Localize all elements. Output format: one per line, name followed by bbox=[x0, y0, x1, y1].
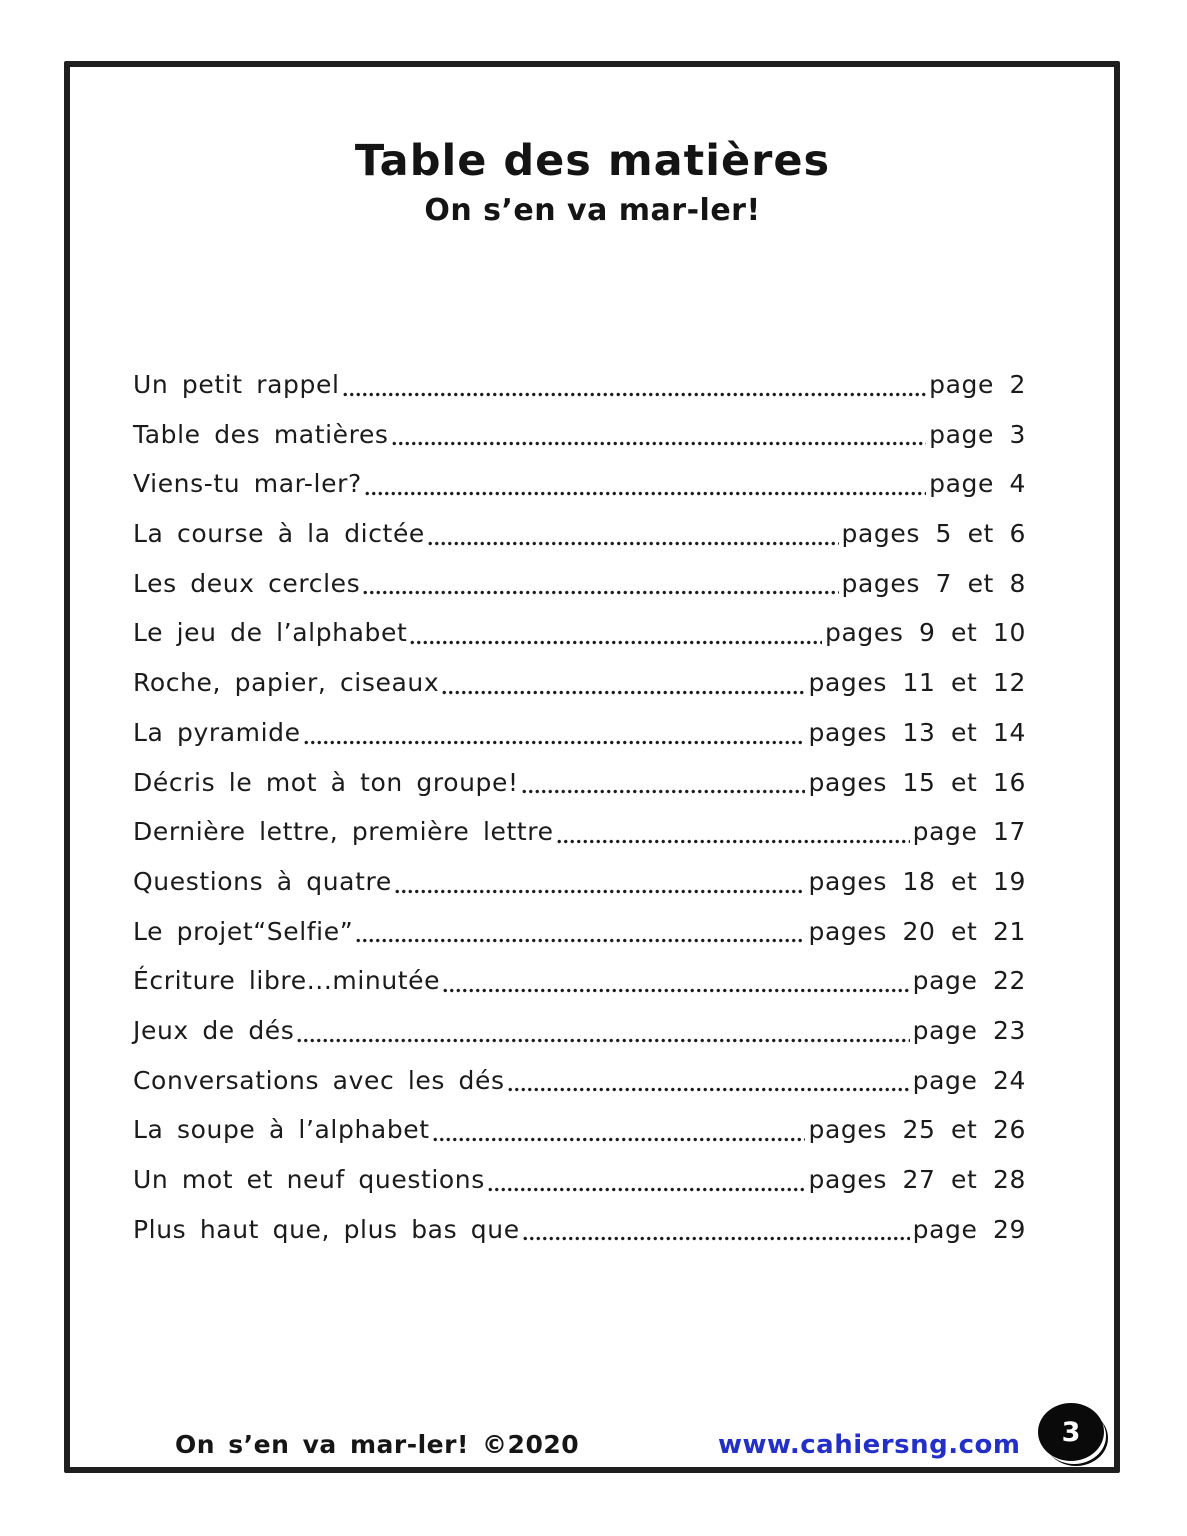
toc-entry-page: page 17 bbox=[912, 817, 1026, 847]
toc-entry-title: Viens-tu mar-ler? bbox=[133, 469, 362, 499]
toc-entry-title: Décris le mot à ton groupe! bbox=[133, 767, 519, 797]
toc-leader-dots bbox=[391, 440, 927, 447]
toc-entry-page: pages 15 et 16 bbox=[808, 767, 1026, 797]
toc-row bbox=[133, 658, 1026, 708]
toc-row bbox=[133, 1006, 1026, 1056]
toc-entry-title: La pyramide bbox=[133, 717, 301, 747]
toc-entry-title: La course à la dictée bbox=[133, 519, 425, 549]
footer-website-link[interactable]: www.cahiersng.com bbox=[718, 1430, 1021, 1460]
toc-row bbox=[133, 708, 1026, 758]
page-subtitle: On s’en va mar-ler! bbox=[424, 193, 761, 229]
toc-entry-page: page 23 bbox=[912, 1015, 1026, 1045]
toc-leader-dots bbox=[303, 739, 806, 746]
toc-row bbox=[133, 907, 1026, 957]
toc-leader-dots bbox=[394, 888, 806, 895]
toc-entry-page: page 4 bbox=[929, 469, 1026, 499]
toc-entry-title: Jeux de dés bbox=[133, 1015, 295, 1045]
toc-row bbox=[133, 608, 1026, 658]
toc-row bbox=[133, 956, 1026, 1006]
toc-row bbox=[133, 410, 1026, 460]
toc-leader-dots bbox=[441, 689, 805, 696]
toc-row bbox=[133, 758, 1026, 808]
toc-leader-dots bbox=[364, 490, 926, 497]
toc-entry-title: Conversations avec les dés bbox=[133, 1065, 505, 1095]
toc-entry-title: Un petit rappel bbox=[133, 370, 340, 399]
toc-leader-dots bbox=[507, 1086, 910, 1093]
footer-copyright: On s’en va mar-ler! ©2020 bbox=[175, 1430, 580, 1459]
toc-row bbox=[133, 857, 1026, 907]
toc-leader-dots bbox=[432, 1136, 806, 1143]
toc-entry-page: page 29 bbox=[912, 1214, 1026, 1244]
title-block bbox=[65, 138, 1120, 228]
toc-list bbox=[133, 360, 1026, 1254]
page-number-badge bbox=[1038, 1403, 1104, 1461]
page-number: 3 bbox=[1061, 1416, 1081, 1448]
toc-entry-title: La soupe à l’alphabet bbox=[133, 1115, 430, 1145]
toc-entry-page: page 3 bbox=[929, 419, 1026, 449]
toc-leader-dots bbox=[556, 838, 910, 845]
toc-leader-dots bbox=[409, 639, 822, 646]
toc-row bbox=[133, 559, 1026, 609]
toc-entry-title: Questions à quatre bbox=[133, 866, 392, 896]
toc-entry-title: Roche, papier, ciseaux bbox=[133, 668, 440, 698]
toc-row bbox=[133, 360, 1026, 410]
toc-row bbox=[133, 1155, 1026, 1205]
toc-row bbox=[133, 1056, 1026, 1106]
toc-entry-title: Écriture libre...minutée bbox=[133, 966, 441, 996]
toc-leader-dots bbox=[442, 987, 909, 994]
toc-row bbox=[133, 459, 1026, 509]
toc-entry-title: Les deux cercles bbox=[133, 568, 361, 598]
toc-entry-page: pages 9 et 10 bbox=[824, 618, 1026, 648]
toc-entry-title: Le projet“Selfie” bbox=[133, 916, 354, 946]
toc-entry-title: Table des matières bbox=[133, 419, 389, 449]
toc-row bbox=[133, 807, 1026, 857]
toc-entry-page: pages 20 et 21 bbox=[808, 916, 1026, 946]
toc-leader-dots bbox=[522, 1235, 910, 1242]
toc-entry-page: pages 18 et 19 bbox=[808, 866, 1026, 896]
toc-leader-dots bbox=[362, 589, 838, 596]
toc-entry-page: page 22 bbox=[912, 966, 1026, 996]
toc-leader-dots bbox=[521, 788, 806, 795]
toc-leader-dots bbox=[427, 540, 839, 547]
toc-leader-dots bbox=[355, 937, 805, 944]
toc-row bbox=[133, 509, 1026, 559]
toc-entry-page: pages 27 et 28 bbox=[808, 1165, 1026, 1194]
toc-entry-page: pages 11 et 12 bbox=[808, 668, 1026, 698]
toc-entry-page: pages 13 et 14 bbox=[808, 717, 1026, 747]
toc-entry-title: Plus haut que, plus bas que bbox=[133, 1214, 520, 1244]
toc-leader-dots bbox=[296, 1037, 909, 1044]
toc-entry-page: pages 25 et 26 bbox=[808, 1115, 1026, 1145]
toc-entry-page: page 24 bbox=[912, 1065, 1026, 1095]
toc-entry-title: Dernière lettre, première lettre bbox=[133, 817, 554, 847]
toc-row bbox=[133, 1105, 1026, 1155]
toc-entry-page: pages 7 et 8 bbox=[841, 568, 1026, 598]
toc-entry-title: Le jeu de l’alphabet bbox=[133, 618, 408, 648]
page-title: Table des matières bbox=[354, 136, 831, 186]
toc-entry-title: Un mot et neuf questions bbox=[133, 1165, 485, 1194]
toc-leader-dots bbox=[487, 1186, 806, 1193]
toc-leader-dots bbox=[342, 391, 927, 398]
toc-entry-page: pages 5 et 6 bbox=[841, 519, 1026, 549]
toc-entry-page: page 2 bbox=[929, 370, 1026, 399]
toc-row bbox=[133, 1205, 1026, 1255]
